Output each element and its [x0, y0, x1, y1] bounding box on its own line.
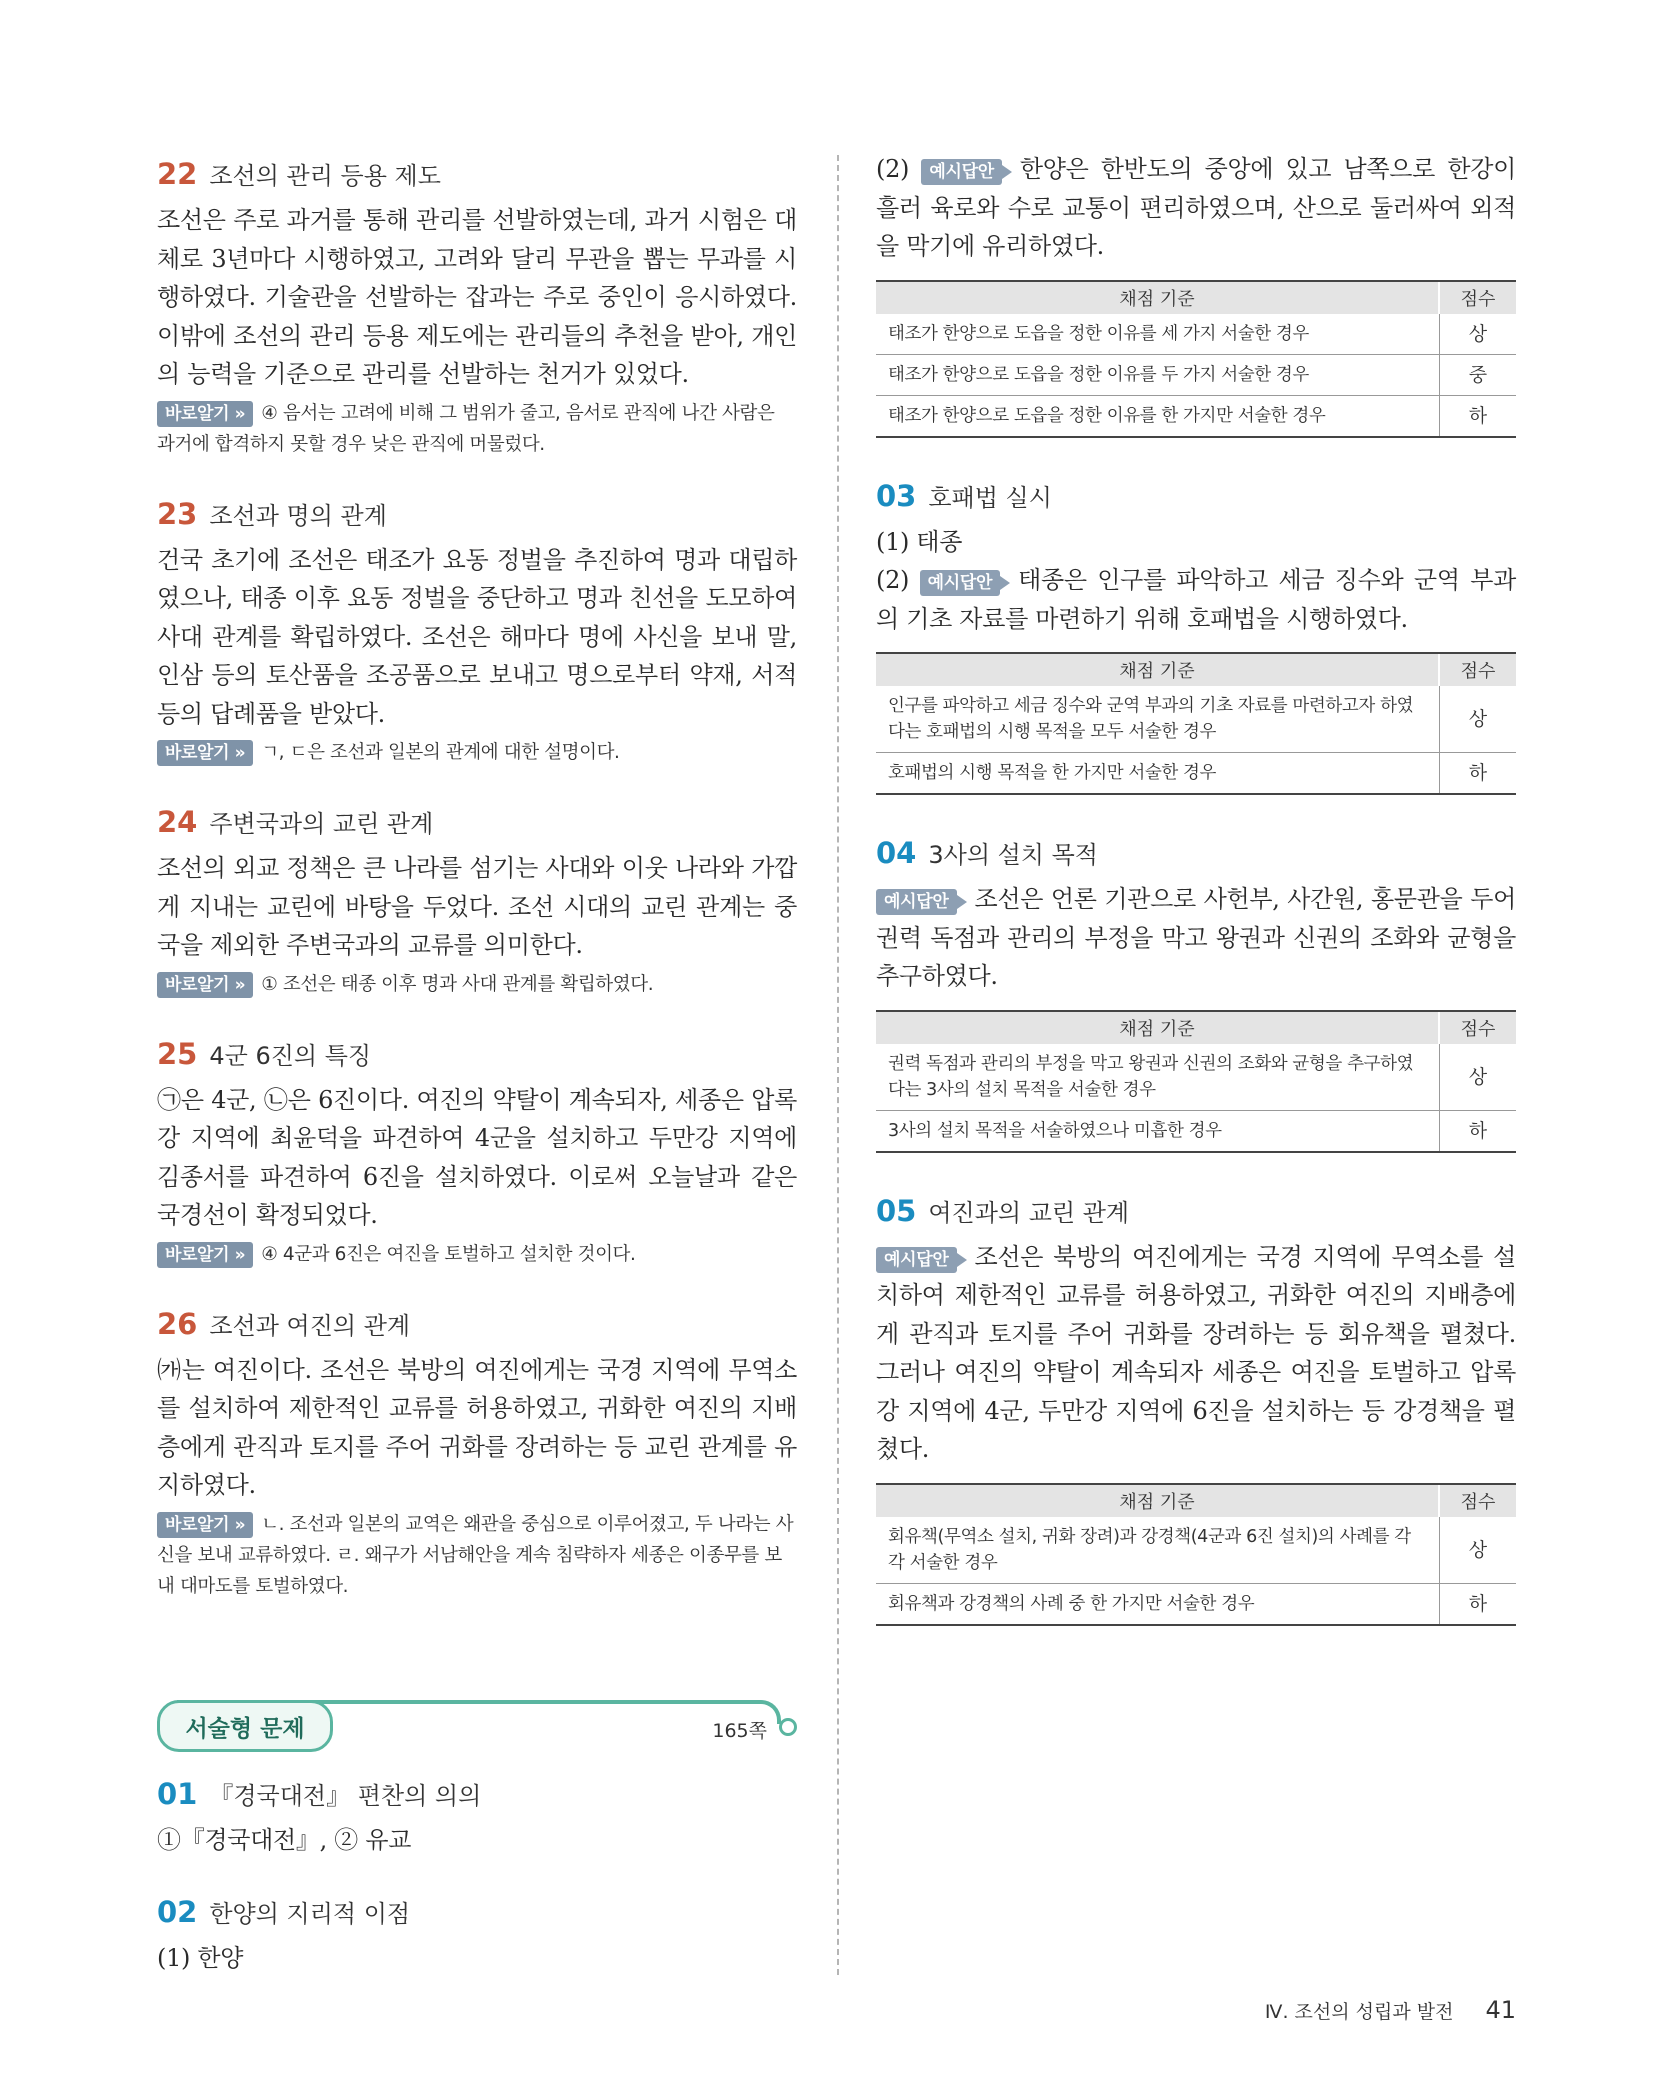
answer-text: ①『경국대전』, ② 유교 — [157, 1826, 412, 1854]
question-title: 『경국대전』 편찬의 의의 — [209, 1782, 482, 1810]
question-number: 25 — [157, 1036, 198, 1071]
answer-prefix: (2) — [876, 155, 910, 183]
question-number: 24 — [157, 805, 198, 839]
answer-text — [876, 561, 1516, 638]
question-heading — [876, 478, 1516, 513]
table-header: 점수 — [1439, 653, 1516, 686]
question-heading — [157, 1036, 797, 1071]
question-title: 주변국과의 교린 관계 — [209, 810, 434, 838]
table-cell: 상 — [1439, 1044, 1516, 1111]
answer-body: 한양은 한반도의 중앙에 있고 남쪽으로 한강이 흘러 육로와 수로 교통이 편리하였으며, 산으로 둘러싸여 외적을 막기에 유리하였다. — [876, 155, 1516, 260]
table-cell: 3사의 설치 목적을 서술하였으나 미흡한 경우 — [876, 1110, 1439, 1152]
descriptive-05 — [876, 1193, 1516, 1626]
table-row — [876, 753, 1516, 795]
baroalgi-badge: 바로알기 » — [157, 1512, 253, 1538]
explanation-text: ㈎는 여진이다. 조선은 북방의 여진에게는 국경 지역에 무역소를 설치하여 제한적인 교류를 허용하였고, 귀화한 여진의 지배층에게 관직과 토지를 주어 귀화를 장려하는 등 교린 관계를 유지하였다. — [157, 1355, 797, 1499]
question-heading — [157, 1894, 797, 1929]
table-cell: 태조가 한양으로 도읍을 정한 이유를 한 가지만 서술한 경우 — [876, 395, 1439, 437]
table-header-row — [876, 653, 1516, 686]
correction-text: ④ 4군과 6진은 여진을 토벌하고 설치한 것이다. — [261, 1243, 636, 1265]
table-cell: 인구를 파악하고 세금 징수와 군역 부과의 기초 자료를 마련하고자 하였다는 호패법의 시행 목적을 모두 서술한 경우 — [876, 686, 1439, 753]
question-23 — [157, 496, 797, 769]
page-number: 41 — [1485, 1996, 1516, 2024]
descriptive-questions-banner — [157, 1700, 807, 1756]
table-header-row — [876, 1484, 1516, 1517]
question-heading — [157, 1776, 797, 1811]
table-cell: 중 — [1439, 354, 1516, 395]
question-heading — [157, 496, 797, 531]
baroalgi-badge: 바로알기 » — [157, 740, 253, 766]
table-cell: 상 — [1439, 314, 1516, 355]
explanation-text: ㉠은 4군, ㉡은 6진이다. 여진의 약탈이 계속되자, 세종은 압록강 지역에 최윤덕을 파견하여 4군을 설치하고 두만강 지역에 김종서를 파견하여 6진을 설치하였다. 이로써 오늘날과 같은 국경선이 확정되었다. — [157, 1085, 797, 1229]
table-row — [876, 1044, 1516, 1111]
question-number: 03 — [876, 478, 917, 513]
answer-text — [876, 150, 1516, 266]
table-row — [876, 314, 1516, 355]
question-24 — [157, 804, 797, 1000]
table-header: 점수 — [1439, 1484, 1516, 1517]
table-row — [876, 354, 1516, 395]
table-cell: 상 — [1439, 1517, 1516, 1584]
table-row — [876, 1517, 1516, 1584]
table-row — [876, 686, 1516, 753]
table-header-row — [876, 281, 1516, 314]
question-title: 4군 6진의 특징 — [209, 1041, 372, 1070]
correction-note — [157, 969, 797, 1000]
correction-text: ① 조선은 태종 이후 명과 사대 관계를 확립하였다. — [261, 973, 654, 995]
question-title: 호패법 실시 — [928, 483, 1052, 512]
scoring-table — [876, 1010, 1516, 1153]
question-title: 조선과 여진의 관계 — [209, 1311, 411, 1340]
page-footer — [1265, 1996, 1516, 2024]
banner-label-box — [157, 1700, 333, 1752]
question-25 — [157, 1036, 797, 1270]
table-cell: 상 — [1439, 686, 1516, 753]
descriptive-03 — [876, 478, 1516, 796]
table-cell: 하 — [1439, 1583, 1516, 1625]
answer-body: 태종은 인구를 파악하고 세금 징수와 군역 부과의 기초 자료를 마련하기 위해 호패법을 시행하였다. — [876, 566, 1516, 633]
table-cell: 회유책(무역소 설치, 귀화 장려)과 강경책(4군과 6진 설치)의 사례를 각각 서술한 경우 — [876, 1517, 1439, 1584]
baroalgi-badge: 바로알기 » — [157, 972, 253, 998]
explanation-text: 건국 초기에 조선은 태조가 요동 정벌을 추진하여 명과 대립하였으나, 태종 이후 요동 정벌을 중단하고 명과 친선을 도모하여 사대 관계를 확립하였다. 조선은 해마다 명에 사신을 보내 말, 인삼 등의 토산품을 조공품으로 보내고 명으로부터 약재, 서적 등의 답례품을 받았다. — [157, 545, 797, 728]
correction-note — [157, 1509, 797, 1602]
table-cell: 태조가 한양으로 도읍을 정한 이유를 두 가지 서술한 경우 — [876, 354, 1439, 395]
descriptive-02 — [157, 1894, 797, 1978]
scoring-table — [876, 1483, 1516, 1626]
answer-prefix: (2) — [876, 566, 910, 594]
table-cell: 하 — [1439, 395, 1516, 437]
banner-page-ref: 165쪽 — [712, 1720, 767, 1742]
example-answer-badge: 예시답안 — [876, 889, 957, 915]
chapter-title: Ⅳ. 조선의 성립과 발전 — [1264, 2001, 1454, 2023]
question-heading — [157, 804, 797, 839]
right-column — [876, 150, 1516, 1626]
table-row — [876, 1110, 1516, 1152]
answer-text: (1) 태종 — [876, 527, 963, 556]
question-26 — [157, 1306, 797, 1602]
answer-body: 조선은 언론 기관으로 사헌부, 사간원, 홍문관을 두어 권력 독점과 관리의 부정을 막고 왕권과 신권의 조화와 균형을 추구하였다. — [876, 885, 1516, 990]
column-divider — [837, 155, 839, 1975]
answer-text — [876, 880, 1516, 996]
question-number: 22 — [157, 157, 198, 191]
explanation-text: 조선은 주로 과거를 통해 관리를 선발하였는데, 과거 시험은 대체로 3년마다 시행하였고, 고려와 달리 무관을 뽑는 무과를 시행하였다. 기술관을 선발하는 잡과는 주로 중인이 응시하였다. 이밖에 조선의 관리 등용 제도에는 관리들의 추천을 받아, 개인의 능력을 기준으로 관리를 선발하는 천거가 있었다. — [157, 206, 797, 388]
correction-note — [157, 1239, 797, 1270]
table-header: 채점 기준 — [876, 1011, 1439, 1044]
table-row — [876, 1583, 1516, 1625]
baroalgi-badge: 바로알기 » — [157, 1242, 253, 1268]
table-row — [876, 395, 1516, 437]
question-22 — [157, 156, 797, 460]
question-number: 05 — [876, 1193, 917, 1228]
question-number: 04 — [876, 836, 917, 870]
table-cell: 하 — [1439, 1110, 1516, 1152]
correction-text: ④ 음서는 고려에 비해 그 범위가 줄고, 음서로 관직에 나간 사람은 과거에 합격하지 못할 경우 낮은 관직에 머물렀다. — [157, 402, 775, 455]
question-title: 여진과의 교린 관계 — [928, 1198, 1130, 1227]
question-heading — [876, 835, 1516, 870]
example-answer-badge: 예시답안 — [921, 159, 1002, 185]
table-cell: 호패법의 시행 목적을 한 가지만 서술한 경우 — [876, 753, 1439, 795]
baroalgi-badge: 바로알기 » — [157, 401, 253, 427]
table-header-row — [876, 1011, 1516, 1044]
question-heading — [876, 1193, 1516, 1228]
correction-text: ㄴ. 조선과 일본의 교역은 왜관을 중심으로 이루어졌고, 두 나라는 사신을 보내 교류하였다. ㄹ. 왜구가 서남해안을 계속 침략하자 세종은 이종무를 보내 대마도를 토벌하였다. — [157, 1513, 794, 1597]
scoring-table — [876, 652, 1516, 795]
table-header: 점수 — [1439, 1011, 1516, 1044]
question-title: 조선의 관리 등용 제도 — [209, 162, 441, 190]
table-cell: 하 — [1439, 753, 1516, 795]
left-column — [157, 150, 797, 1602]
correction-text: ㄱ, ㄷ은 조선과 일본의 관계에 대한 설명이다. — [261, 742, 620, 763]
example-answer-badge: 예시답안 — [876, 1247, 957, 1273]
descriptive-01 — [157, 1776, 797, 1860]
descriptive-04 — [876, 835, 1516, 1153]
table-cell: 권력 독점과 관리의 부정을 막고 왕권과 신권의 조화와 균형을 추구하였다는 3사의 설치 목적을 서술한 경우 — [876, 1044, 1439, 1111]
question-title: 조선과 명의 관계 — [209, 501, 387, 530]
banner-label: 서술형 문제 — [185, 1715, 305, 1742]
question-number: 26 — [157, 1306, 198, 1341]
correction-note — [157, 737, 797, 768]
answer-body: 조선은 북방의 여진에게는 국경 지역에 무역소를 설치하여 제한적인 교류를 허용하였고, 귀화한 여진의 지배층에게 관직과 토지를 주어 귀화를 장려하는 등 회유책을 펼쳤다. 그러나 여진의 약탈이 계속되자 세종은 여진을 토벌하고 압록강 지역에 4군, 두만강 지역에 6진을 설치하는 등 강경책을 펼쳤다. — [876, 1242, 1516, 1463]
left-descriptive — [157, 1776, 797, 1977]
question-number: 01 — [157, 1777, 198, 1811]
table-header: 채점 기준 — [876, 281, 1439, 314]
example-answer-badge: 예시답안 — [920, 570, 1001, 596]
banner-dot-icon — [779, 1718, 797, 1736]
question-number: 02 — [157, 1894, 198, 1929]
table-header: 점수 — [1439, 281, 1516, 314]
question-heading — [157, 1306, 797, 1341]
question-heading — [157, 156, 797, 191]
descriptive-02-part2 — [876, 150, 1516, 438]
table-cell: 태조가 한양으로 도읍을 정한 이유를 세 가지 서술한 경우 — [876, 314, 1439, 355]
answer-text — [876, 1238, 1516, 1469]
table-cell: 회유책과 강경책의 사례 중 한 가지만 서술한 경우 — [876, 1583, 1439, 1625]
table-header: 채점 기준 — [876, 653, 1439, 686]
answer-text: (1) 한양 — [157, 1943, 244, 1972]
explanation-text: 조선의 외교 정책은 큰 나라를 섬기는 사대와 이웃 나라와 가깝게 지내는 교린에 바탕을 두었다. 조선 시대의 교린 관계는 중국을 제외한 주변국과의 교류를 의미한다. — [157, 854, 797, 959]
question-title: 한양의 지리적 이점 — [209, 1899, 411, 1928]
table-header: 채점 기준 — [876, 1484, 1439, 1517]
correction-note — [157, 398, 797, 460]
question-number: 23 — [157, 496, 198, 531]
question-title: 3사의 설치 목적 — [928, 841, 1098, 869]
scoring-table — [876, 280, 1516, 438]
